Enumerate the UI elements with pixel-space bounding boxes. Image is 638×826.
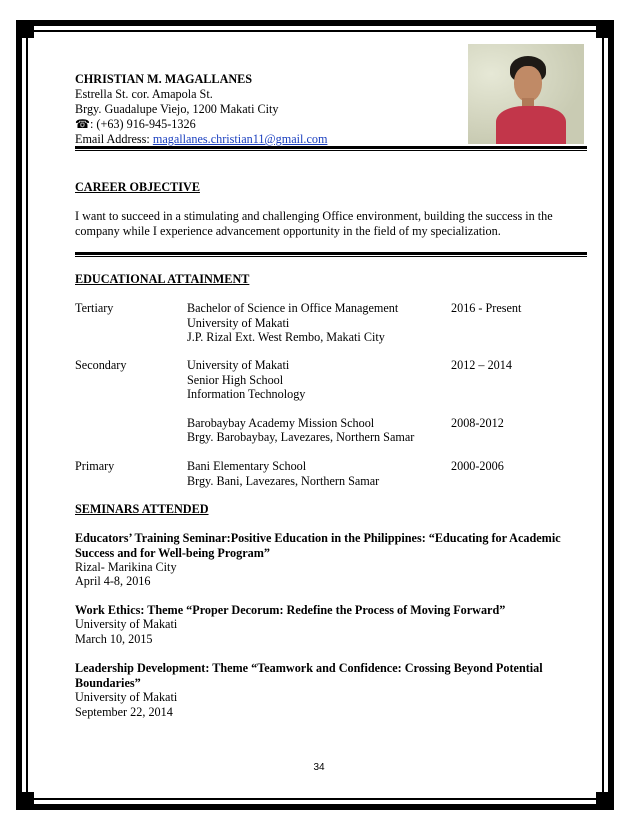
education-school-line: Information Technology [187, 387, 306, 401]
phone-number: : (+63) 916-945-1326 [89, 117, 196, 131]
address-line-1: Estrella St. cor. Amapola St. [75, 87, 213, 101]
seminar-title: Educators’ Training Seminar:Positive Education in the Philippines: “Educating for Academic Success and for Well-being Program” [75, 531, 561, 560]
objective-divider-thin [75, 256, 587, 257]
career-objective-text: I want to succeed in a stimulating and challenging Office environment, building the success in the company while I experience advancement opportunity in the field of my specialization. [75, 209, 553, 238]
education-school-line: Brgy. Bani, Lavezares, Northern Samar [187, 474, 380, 488]
address-line-2: Brgy. Guadalupe Viejo, 1200 Makati City [75, 102, 279, 116]
seminar-title: Work Ethics: Theme “Proper Decorum: Redefine the Process of Moving Forward” [75, 603, 506, 617]
seminar-place: University of Makati [75, 617, 178, 631]
education-school-line: Senior High School [187, 373, 284, 387]
border-corner-br [596, 792, 614, 810]
seminar-place: Rizal- Marikina City [75, 560, 177, 574]
border-corner-tr [596, 20, 614, 38]
seminar-date: March 10, 2015 [75, 632, 153, 646]
education-heading: EDUCATIONAL ATTAINMENT [75, 272, 250, 286]
border-corner-tl [16, 20, 34, 38]
objective-divider [75, 252, 587, 255]
education-school-line: Barobaybay Academy Mission School [187, 416, 375, 430]
education-school-line: University of Makati [187, 358, 290, 372]
seminar-date: September 22, 2014 [75, 705, 173, 719]
applicant-photo [468, 44, 584, 144]
education-years: 2012 – 2014 [451, 358, 512, 372]
seminar-title: Leadership Development: Theme “Teamwork and Confidence: Crossing Beyond Potential Boundaries” [75, 661, 543, 690]
applicant-name: CHRISTIAN M. MAGALLANES [75, 72, 253, 86]
border-corner-bl [16, 792, 34, 810]
header-divider-thin [75, 150, 587, 151]
education-school-line: J.P. Rizal Ext. West Rembo, Makati City [187, 330, 385, 344]
education-years: 2000-2006 [451, 459, 504, 473]
education-school-line: Bachelor of Science in Office Management [187, 301, 399, 315]
header-divider [75, 146, 587, 149]
education-years: 2008-2012 [451, 416, 504, 430]
education-level: Secondary [75, 358, 127, 372]
page-number: 34 [313, 762, 325, 773]
education-school-line: University of Makati [187, 316, 290, 330]
email-label: Email Address: [75, 132, 153, 146]
education-years: 2016 - Present [451, 301, 522, 315]
career-objective-heading: CAREER OBJECTIVE [75, 180, 200, 194]
education-level: Tertiary [75, 301, 114, 315]
email-link[interactable]: magallanes.christian11@gmail.com [152, 132, 328, 146]
education-level: Primary [75, 459, 115, 473]
seminar-date: April 4-8, 2016 [75, 574, 151, 588]
education-school-line: Bani Elementary School [187, 459, 307, 473]
seminar-place: University of Makati [75, 690, 178, 704]
phone-icon: ☎ [75, 117, 90, 131]
seminars-heading: SEMINARS ATTENDED [75, 502, 209, 516]
education-school-line: Brgy. Barobaybay, Lavezares, Northern Samar [187, 430, 415, 444]
